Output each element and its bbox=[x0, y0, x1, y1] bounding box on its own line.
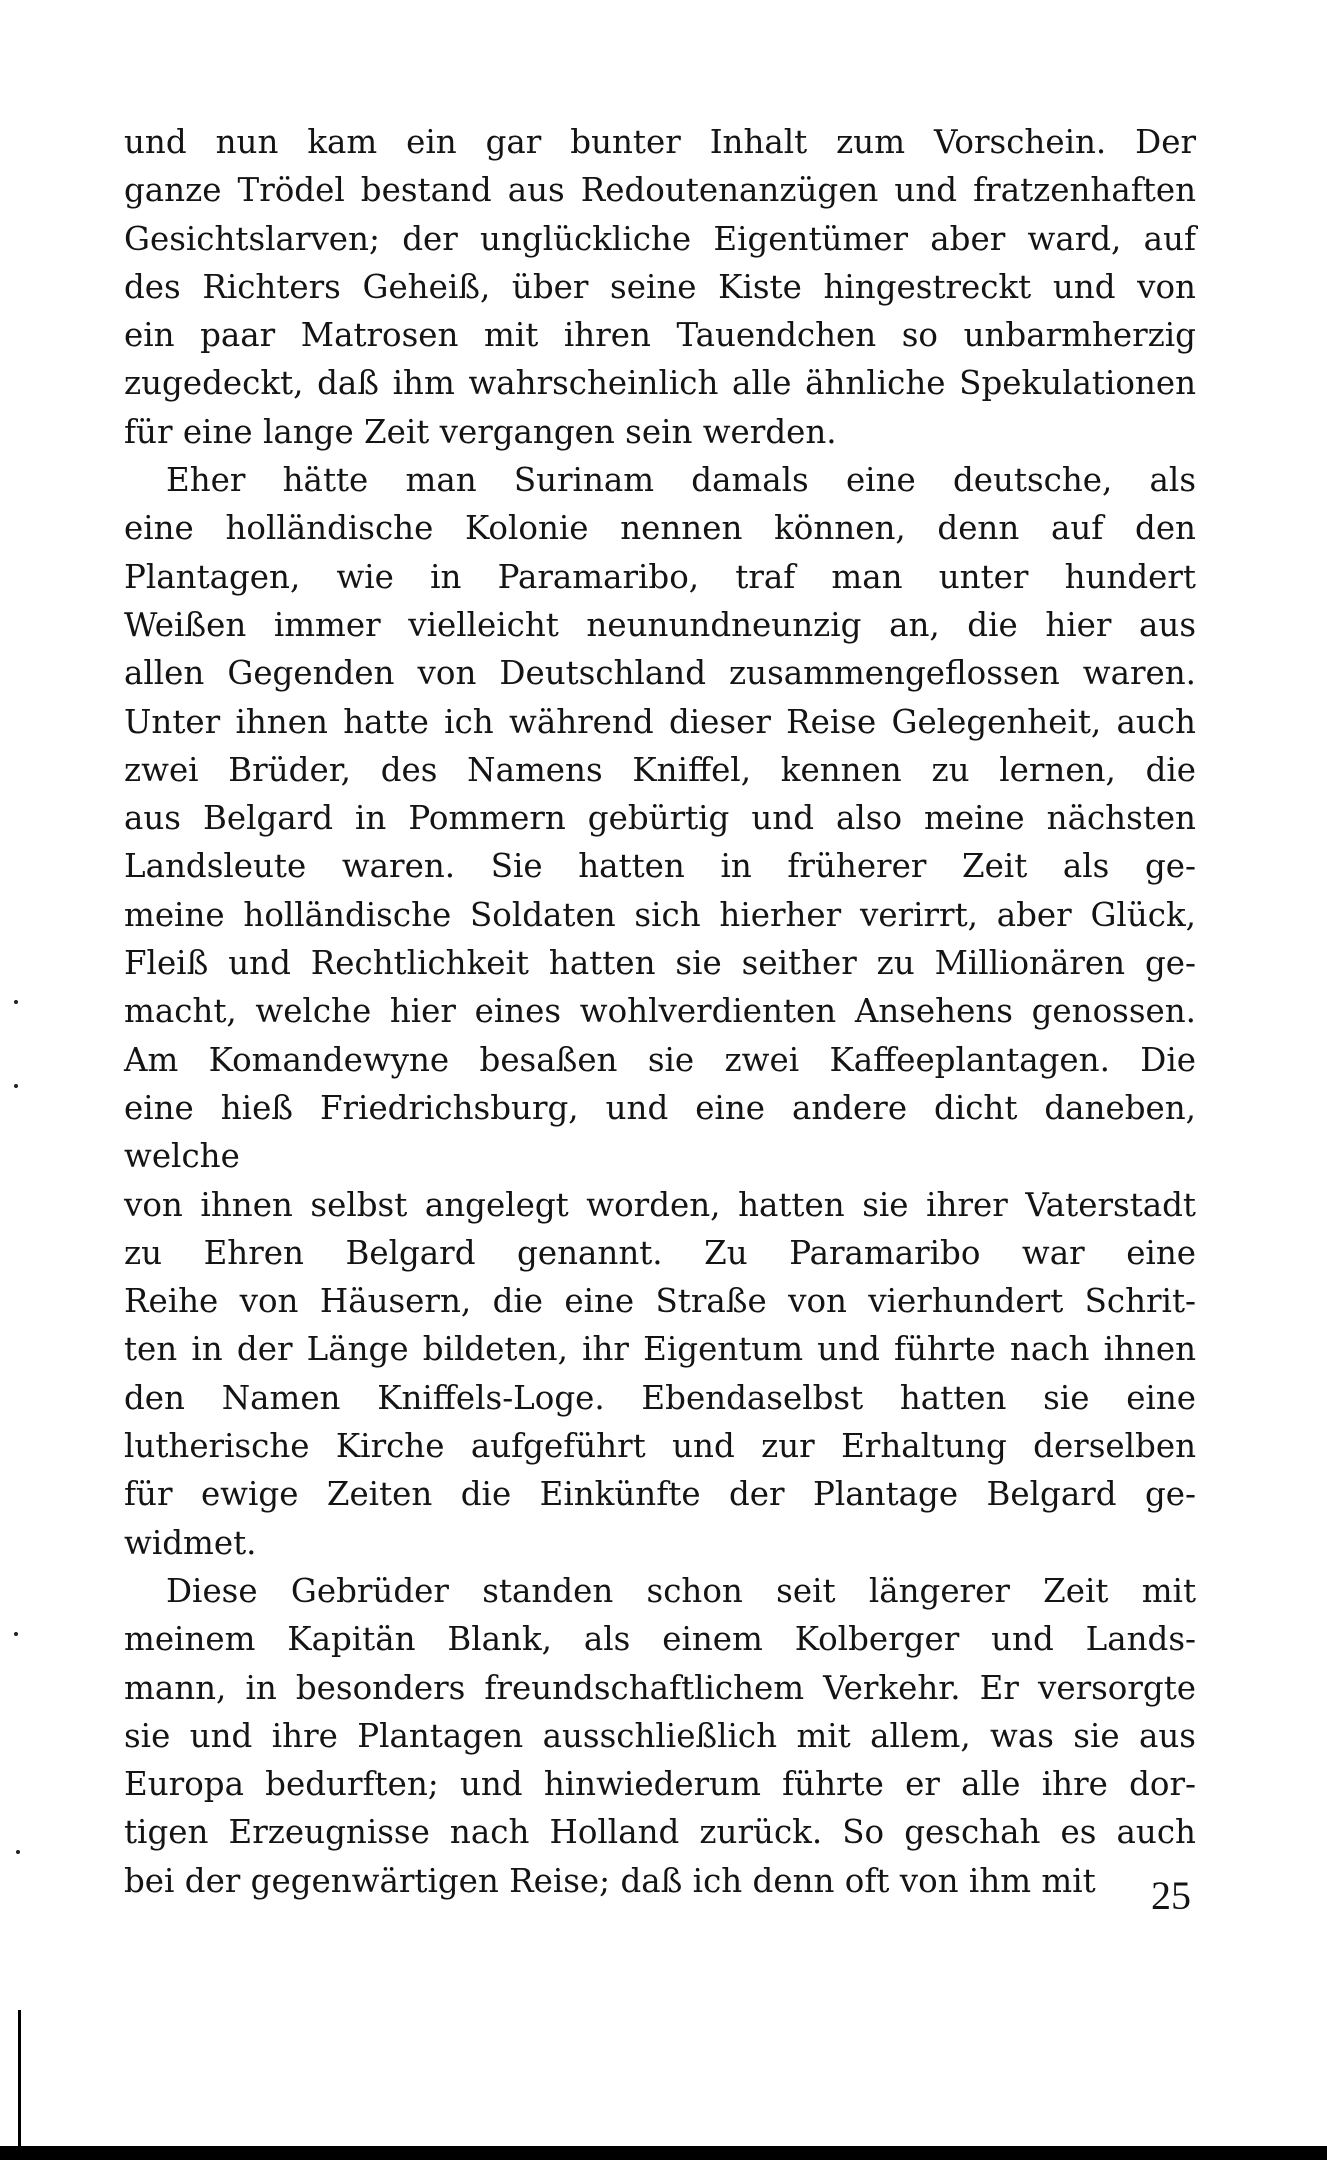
text-line: Europa bedurften; und hinwiederum führte er alle ihre dor- bbox=[124, 1765, 1196, 1804]
text-line: Gesichtslarven; der unglückliche Eigentümer aber ward, auf bbox=[124, 219, 1196, 258]
text-line: für ewige Zeiten die Einkünfte der Plantage Belgard ge- bbox=[124, 1475, 1196, 1514]
text-line: meinem Kapitän Blank, als einem Kolberger und Lands- bbox=[124, 1620, 1196, 1659]
text-line: für eine lange Zeit vergangen sein werden. bbox=[124, 412, 837, 451]
margin-speck bbox=[14, 1632, 18, 1636]
scan-edge-mark bbox=[18, 2010, 21, 2150]
text-line: ten in der Länge bildeten, ihr Eigentum und führte nach ihnen bbox=[124, 1330, 1196, 1369]
page-number: 25 bbox=[1151, 1873, 1191, 1918]
text-line: ein paar Matrosen mit ihren Tauendchen so unbarmherzig bbox=[124, 316, 1196, 355]
text-line: des Richters Geheiß, über seine Kiste hingestreckt und von bbox=[124, 267, 1196, 306]
text-line: von ihnen selbst angelegt worden, hatten sie ihrer Vaterstadt bbox=[124, 1185, 1196, 1224]
text-line: mann, in besonders freundschaftlichem Verkehr. Er versorgte bbox=[124, 1668, 1196, 1707]
text-line: Diese Gebrüder standen schon seit längerer Zeit mit bbox=[166, 1571, 1196, 1610]
text-line: Am Komandewyne besaßen sie zwei Kaffeeplantagen. Die bbox=[124, 1040, 1196, 1079]
text-line: Landsleute waren. Sie hatten in früherer Zeit als ge- bbox=[124, 847, 1196, 886]
text-line: Unter ihnen hatte ich während dieser Reise Gelegenheit, auch bbox=[124, 702, 1196, 741]
margin-speck bbox=[14, 1084, 18, 1088]
margin-speck bbox=[16, 1850, 20, 1854]
text-line: Reihe von Häusern, die eine Straße von vierhundert Schrit- bbox=[124, 1282, 1196, 1321]
text-line: Weißen immer vielleicht neunundneunzig an, die hier aus bbox=[124, 605, 1196, 644]
body-text bbox=[124, 118, 1196, 1905]
text-line: macht, welche hier eines wohlverdienten Ansehens genossen. bbox=[124, 992, 1196, 1031]
text-line: ganze Trödel bestand aus Redoutenanzügen und fratzenhaften bbox=[124, 171, 1196, 210]
scan-bottom-edge bbox=[0, 2146, 1327, 2160]
text-line: aus Belgard in Pommern gebürtig und also meine nächsten bbox=[124, 799, 1196, 838]
text-line: zugedeckt, daß ihm wahrscheinlich alle ähnliche Spekulationen bbox=[124, 364, 1196, 403]
text-line: eine hieß Friedrichsburg, und eine andere dicht daneben, welche bbox=[124, 1088, 1196, 1176]
text-line: Fleiß und Rechtlichkeit hatten sie seither zu Millionären ge- bbox=[124, 944, 1196, 983]
text-line: tigen Erzeugnisse nach Holland zurück. So geschah es auch bbox=[124, 1813, 1196, 1852]
text-line: lutherische Kirche aufgeführt und zur Erhaltung derselben bbox=[124, 1427, 1196, 1466]
text-line: bei der gegenwärtigen Reise; daß ich denn oft von ihm mit bbox=[124, 1861, 1096, 1900]
text-line: zwei Brüder, des Namens Kniffel, kennen zu lernen, die bbox=[124, 750, 1196, 789]
text-line: widmet. bbox=[124, 1523, 257, 1562]
text-line: zu Ehren Belgard genannt. Zu Paramaribo war eine bbox=[124, 1233, 1196, 1272]
margin-speck bbox=[14, 1000, 18, 1004]
text-line: den Namen Kniffels-Loge. Ebendaselbst hatten sie eine bbox=[124, 1378, 1196, 1417]
text-line: und nun kam ein gar bunter Inhalt zum Vorschein. Der bbox=[124, 123, 1196, 161]
text-line: allen Gegenden von Deutschland zusammengeflossen waren. bbox=[124, 654, 1196, 693]
text-line: eine holländische Kolonie nennen können, denn auf den bbox=[124, 509, 1196, 548]
text-line: sie und ihre Plantagen ausschließlich mit allem, was sie aus bbox=[124, 1716, 1196, 1755]
text-line: meine holländische Soldaten sich hierher verirrt, aber Glück, bbox=[124, 895, 1196, 934]
text-line: Plantagen, wie in Paramaribo, traf man unter hundert bbox=[124, 557, 1196, 596]
text-line: Eher hätte man Surinam damals eine deutsche, als bbox=[166, 461, 1196, 500]
